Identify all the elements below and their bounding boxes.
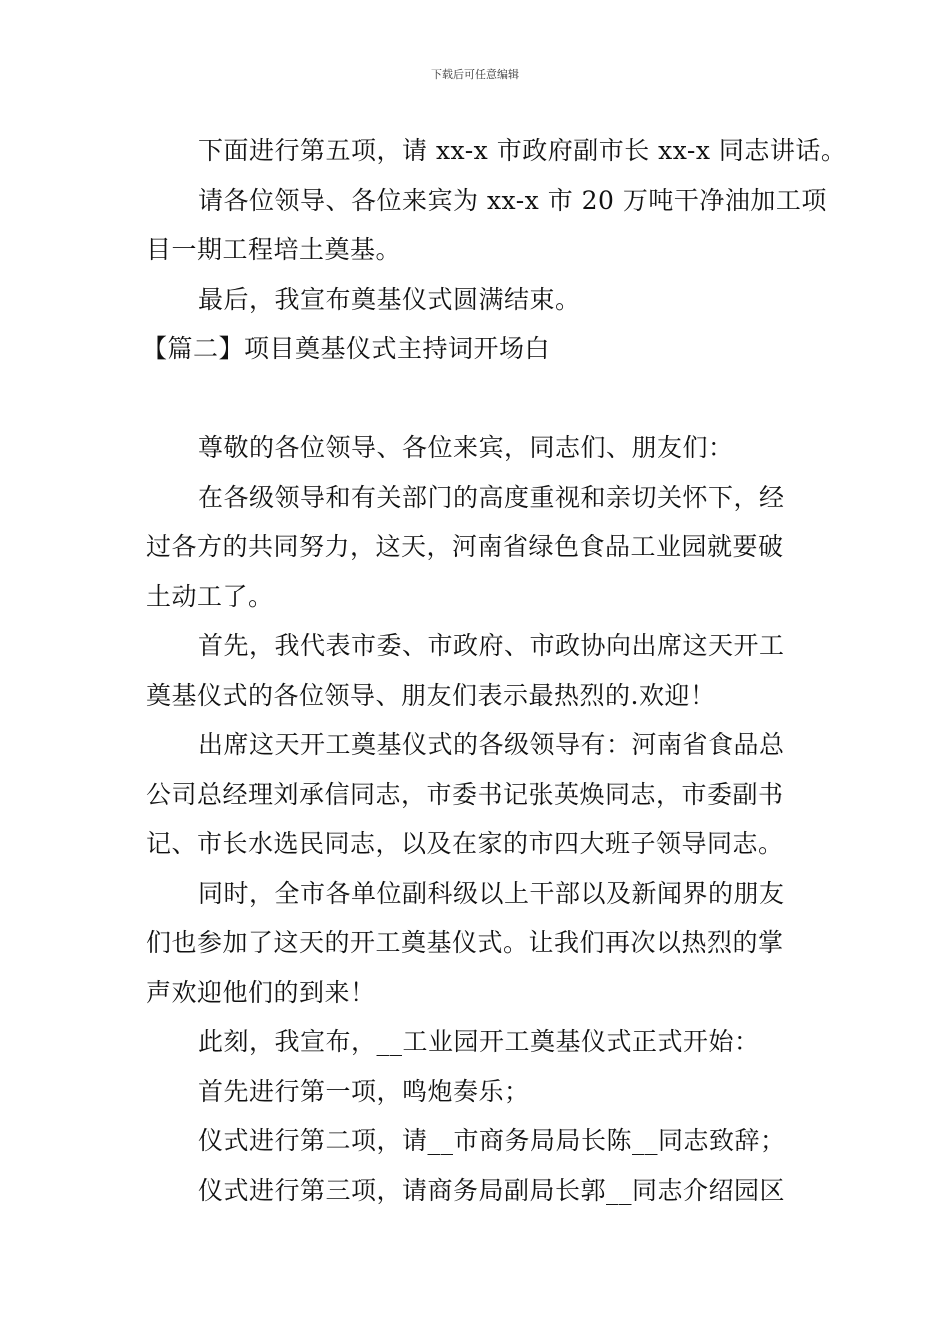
text-line: 过各方的共同努力，这天，河南省绿色食品工业园就要破 — [146, 532, 784, 561]
blank-line — [146, 374, 810, 424]
text-line: 请各位领导、各位来宾为 xx-x 市 20 万吨干净油加工项 — [198, 185, 827, 215]
text-line: 此刻，我宣布，__工业园开工奠基仪式正式开始： — [198, 1027, 760, 1056]
section-heading: 【篇二】项目奠基仪式主持词开场白 — [142, 334, 551, 363]
text-line: 首先，我代表市委、市政府、市政协向出席这天开工 — [198, 631, 785, 660]
text-line: 在各级领导和有关部门的高度重视和亲切关怀下，经 — [198, 482, 785, 512]
text-line: 出席这天开工奠基仪式的各级领导有：河南省食品总 — [198, 730, 785, 759]
document-body — [142, 126, 847, 1215]
text-line: 下面进行第五项，请 xx-x 市政府副市长 xx-x 同志讲话。 — [198, 136, 847, 165]
text-line: 目一期工程培土奠基。 — [146, 235, 402, 264]
text-line: 同时，全市各单位副科级以上干部以及新闻界的朋友 — [198, 878, 785, 908]
text-line: 声欢迎他们的到来！ — [146, 977, 376, 1007]
text-line: 记、市长水选民同志，以及在家的市四大班子领导同志。 — [146, 829, 784, 858]
page-header-note: 下载后可任意编辑 — [431, 68, 519, 81]
text-line: 公司总经理刘承信同志，市委书记张英焕同志，市委副书 — [146, 779, 784, 809]
text-line: 仪式进行第三项，请商务局副局长郭__同志介绍园区 — [198, 1175, 786, 1205]
text-line: 土动工了。 — [146, 581, 274, 611]
text-line: 仪式进行第二项，请__市商务局局长陈__同志致辞； — [198, 1126, 786, 1155]
text-line: 尊敬的各位领导、各位来宾，同志们、朋友们： — [198, 433, 734, 462]
text-line: 首先进行第一项，鸣炮奏乐； — [198, 1076, 530, 1106]
text-line: 奠基仪式的各位领导、朋友们表示最热烈的.欢迎！ — [146, 680, 716, 710]
text-line: 最后，我宣布奠基仪式圆满结束。 — [198, 284, 581, 314]
text-line: 们也参加了这天的开工奠基仪式。让我们再次以热烈的掌 — [146, 928, 784, 957]
